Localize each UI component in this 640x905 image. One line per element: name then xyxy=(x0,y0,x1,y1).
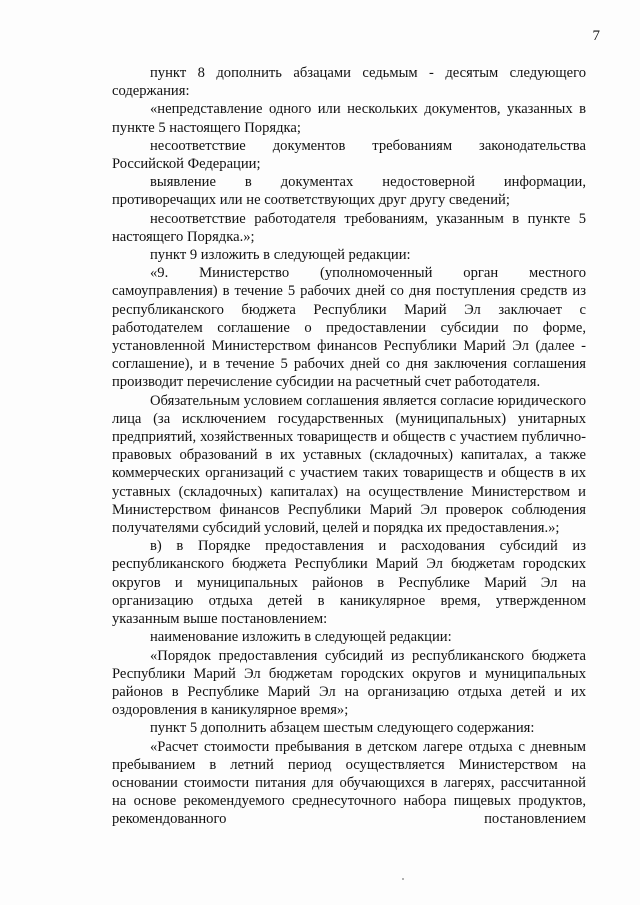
paragraph: выявление в документах недостоверной информации, противоречащих или не соответствующих друг другу сведений; xyxy=(112,174,586,209)
page-number: 7 xyxy=(592,28,600,44)
paragraph: «непредставление одного или нескольких документов, указанных в пункте 5 настоящего Порядка; xyxy=(112,101,586,136)
paragraph: в) в Порядке предоставления и расходования субсидий из республиканского бюджета Республики Марий Эл бюджетам городских округов и муниципальных районов в Республике Марий Эл на организацию отдыха детей в каникулярное время, утвержденном указанным выше постановлением: xyxy=(112,538,586,628)
paragraph: «Расчет стоимости пребывания в детском лагере отдыха с дневным пребыванием в летний период осуществляется Министерством на основании стоимости питания для обучающихся в лагерях, рассчитанной на основе рекомендуемого среднесуточного набора пищевых продуктов, рекомендованного постановлением xyxy=(112,738,586,828)
paragraph: пункт 5 дополнить абзацем шестым следующего содержания: xyxy=(150,720,535,737)
paragraph: пункт 9 изложить в следующей редакции: xyxy=(150,247,411,264)
paragraph: «9. Министерство (уполномоченный орган местного самоуправления) в течение 5 рабочих дней со дня поступления средств из республиканского бюджета Республики Марий Эл заключает с работодателем соглашение о предоставлении субсидии по форме, установленной Министерством финансов Республики Марий Эл (далее - соглашение), и в течение 5 рабочих дней со дня заключения соглашения производит перечисление субсидии на расчетный счет работодателя. xyxy=(112,265,586,391)
paragraph: несоответствие документов требованиям законодательства Российской Федерации; xyxy=(112,137,586,173)
paragraph: пункт 8 дополнить абзацами седьмым - десятым следующего содержания: xyxy=(112,65,586,100)
paragraph: наименование изложить в следующей редакции: xyxy=(150,629,452,646)
paragraph: несоответствие работодателя требованиям, указанным в пункте 5 настоящего Порядка.»; xyxy=(112,210,586,245)
paragraph: «Порядок предоставления субсидий из республиканского бюджета Республики Марий Эл бюджетам городских округов и муниципальных районов в Республике Марий Эл на организацию отдыха детей и их оздоровления в каникулярное время»; xyxy=(112,647,586,719)
scan-speck xyxy=(402,878,404,880)
document-body xyxy=(112,64,586,829)
paragraph: Обязательным условием соглашения является согласие юридического лица (за исключением государственных (муниципальных) унитарных предприятий, хозяйственных товариществ и обществ с участием публично-правовых образований в их уставных (складочных) капиталах, а также коммерческих организаций с участием таких товариществ и обществ в их уставных (складочных) капиталах) на осуществление Министерством и Министерством финансов Республики Марий Эл проверок соблюдения получателями субсидий условий, целей и порядка их предоставления.»; xyxy=(112,392,586,537)
